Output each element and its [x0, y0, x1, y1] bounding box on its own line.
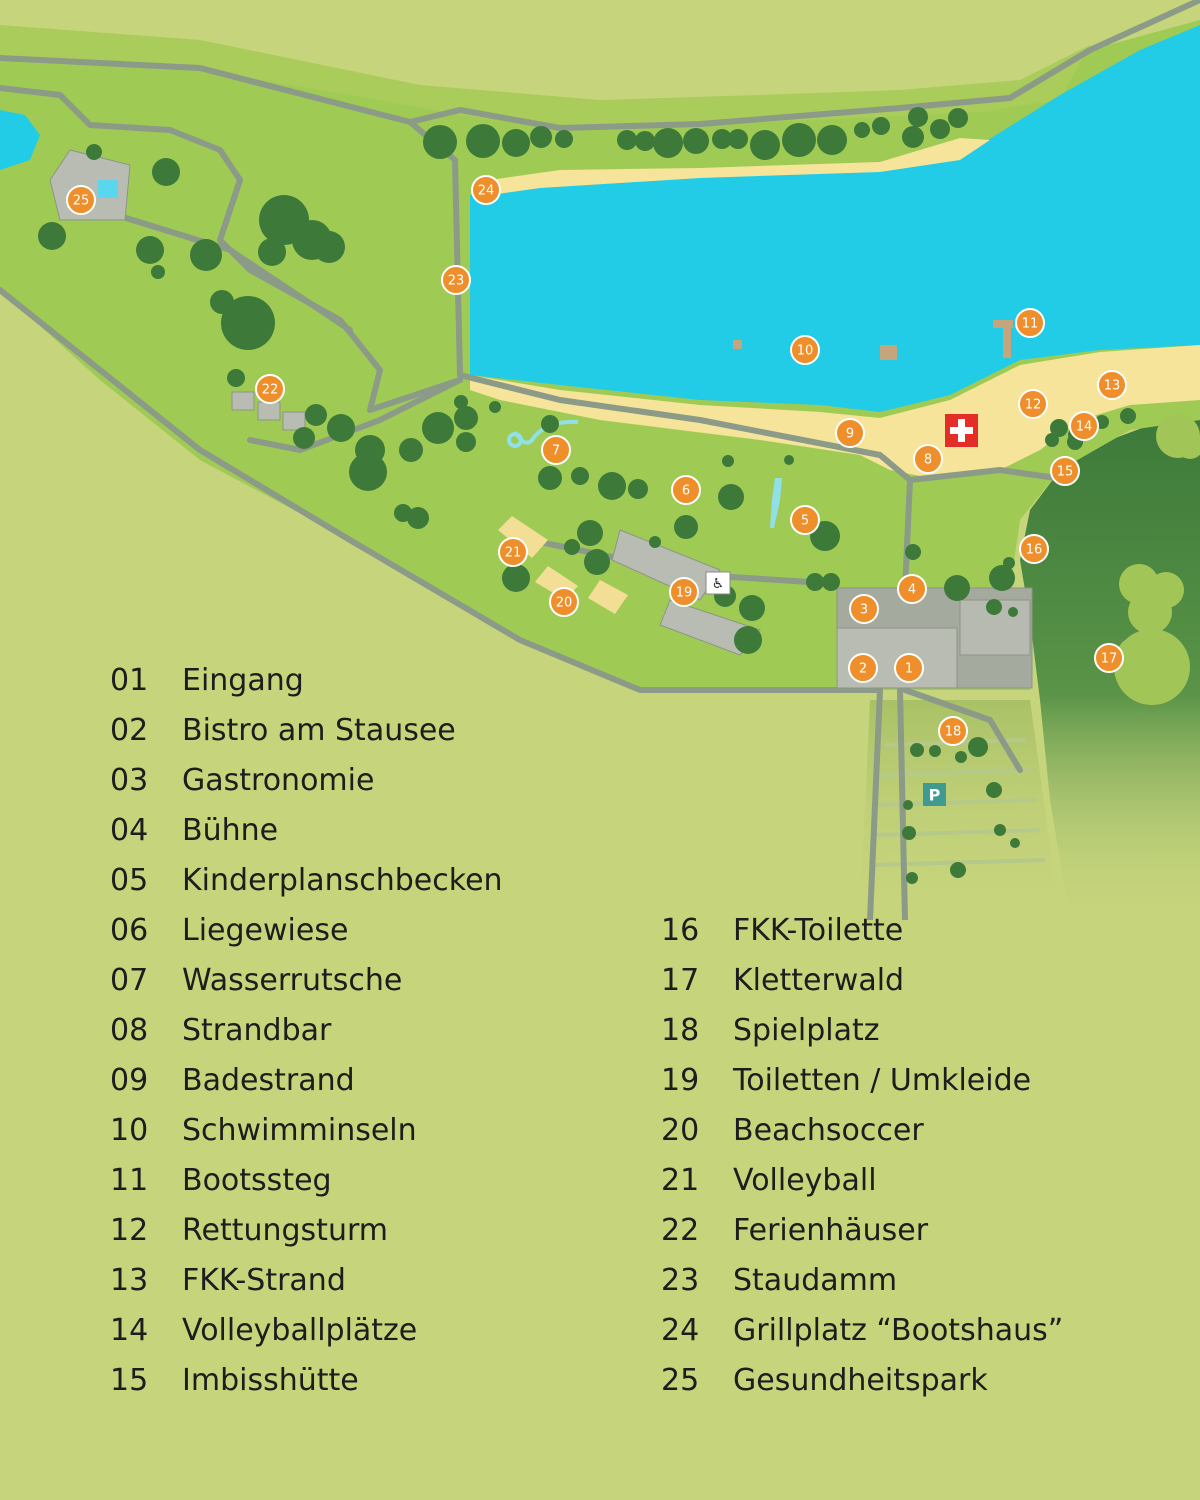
tree [454, 406, 478, 430]
tree [423, 125, 457, 159]
legend-label: Gesundheitspark [733, 1363, 988, 1398]
map-marker-1[interactable] [895, 654, 923, 682]
legend-label: Kinderplanschbecken [182, 863, 503, 898]
legend-item-02 [110, 706, 503, 756]
legend-label: Spielplatz [733, 1013, 880, 1048]
tree [903, 800, 913, 810]
tree [653, 128, 683, 158]
legend-item-06 [110, 906, 503, 956]
svg-text:P: P [928, 785, 941, 805]
legend-number: 12 [110, 1213, 149, 1248]
map-marker-6[interactable] [672, 476, 700, 504]
marker-number: 14 [1075, 419, 1093, 435]
tree [1010, 838, 1020, 848]
legend-label: Bootssteg [182, 1163, 332, 1198]
tree [305, 404, 327, 426]
parking-icon [923, 783, 946, 806]
map-marker-24[interactable] [472, 176, 500, 204]
tree [948, 108, 968, 128]
legend-right [661, 906, 1063, 1406]
legend-number: 18 [661, 1013, 700, 1048]
tree [489, 401, 501, 413]
legend-number: 01 [110, 663, 149, 698]
legend-label: Eingang [182, 663, 304, 698]
tree [817, 125, 847, 155]
legend-item-20 [661, 1106, 1063, 1156]
tree [989, 565, 1015, 591]
map-marker-19[interactable] [670, 578, 698, 606]
legend-number: 05 [110, 863, 149, 898]
legend-label: Staudamm [733, 1263, 898, 1298]
legend-number: 16 [661, 913, 700, 948]
marker-number: 2 [858, 661, 868, 677]
legend-label: Ferienhäuser [733, 1213, 929, 1248]
legend-item-10 [110, 1106, 503, 1156]
tree [950, 862, 966, 878]
tree [635, 131, 655, 151]
legend-item-13 [110, 1256, 503, 1306]
marker-number: 22 [261, 382, 279, 398]
tree [233, 319, 253, 339]
map-marker-25[interactable] [67, 186, 95, 214]
legend-number: 04 [110, 813, 149, 848]
legend-item-17 [661, 956, 1063, 1006]
marker-number: 25 [72, 193, 90, 209]
tree [258, 238, 286, 266]
legend-number: 11 [110, 1163, 149, 1198]
tree [571, 467, 589, 485]
legend-number: 10 [110, 1113, 149, 1148]
tree [649, 536, 661, 548]
float-2 [880, 345, 897, 360]
svg-text:♿: ♿ [711, 576, 725, 592]
map-marker-18[interactable] [939, 717, 967, 745]
legend-number: 13 [110, 1263, 149, 1298]
legend-number: 14 [110, 1313, 149, 1348]
map-marker-12[interactable] [1019, 390, 1047, 418]
tree [908, 107, 928, 127]
tree [854, 122, 870, 138]
tree [905, 544, 921, 560]
tree [718, 484, 744, 510]
tree [806, 573, 824, 591]
legend-number: 25 [661, 1363, 700, 1398]
legend-number: 02 [110, 713, 149, 748]
tree [994, 824, 1006, 836]
tree [555, 130, 573, 148]
legend-item-04 [110, 806, 503, 856]
map-marker-22[interactable] [256, 375, 284, 403]
legend-label: FKK-Toilette [733, 913, 904, 948]
map-marker-8[interactable] [914, 445, 942, 473]
tree [683, 128, 709, 154]
map-marker-2[interactable] [849, 654, 877, 682]
tree [399, 438, 423, 462]
legend-item-21 [661, 1156, 1063, 1206]
tree [136, 236, 164, 264]
marker-number: 16 [1025, 542, 1043, 558]
tree [986, 599, 1002, 615]
tree [152, 158, 180, 186]
tree [584, 549, 610, 575]
marker-number: 24 [477, 183, 495, 199]
tree [728, 129, 748, 149]
tree [86, 144, 102, 160]
marker-number: 4 [907, 582, 917, 598]
legend-item-19 [661, 1056, 1063, 1106]
tree [190, 239, 222, 271]
legend-label: Badestrand [182, 1063, 355, 1098]
legend-number: 03 [110, 763, 149, 798]
legend-label: Bühne [182, 813, 279, 848]
marker-number: 15 [1056, 464, 1074, 480]
marker-number: 18 [944, 724, 962, 740]
tree [541, 415, 559, 433]
marker-number: 17 [1100, 651, 1118, 667]
tree [734, 626, 762, 654]
marker-number: 13 [1103, 378, 1121, 394]
red-cross-icon [945, 414, 978, 447]
legend-label: Grillplatz “Bootshaus” [733, 1313, 1064, 1348]
tree [739, 595, 765, 621]
tree [227, 369, 245, 387]
map-marker-3[interactable] [850, 595, 878, 623]
legend-label: Toiletten / Umkleide [733, 1063, 1032, 1098]
tree [564, 539, 580, 555]
tree [466, 124, 500, 158]
map-marker-14[interactable] [1070, 412, 1098, 440]
tree [293, 427, 315, 449]
legend-number: 22 [661, 1213, 700, 1248]
tree [955, 751, 967, 763]
map-marker-20[interactable] [550, 588, 578, 616]
legend-label: Liegewiese [182, 913, 349, 948]
tree [722, 455, 734, 467]
tree [906, 872, 918, 884]
map-marker-21[interactable] [499, 538, 527, 566]
tree [313, 231, 345, 263]
marker-number: 6 [681, 483, 691, 499]
map-marker-11[interactable] [1016, 309, 1044, 337]
legend-label: Volleyball [733, 1163, 877, 1198]
legend-item-18 [661, 1006, 1063, 1056]
legend-item-24 [661, 1306, 1063, 1356]
legend-item-14 [110, 1306, 503, 1356]
tree [538, 466, 562, 490]
tree [902, 826, 916, 840]
legend-item-08 [110, 1006, 503, 1056]
map-marker-5[interactable] [791, 506, 819, 534]
marker-number: 7 [551, 443, 561, 459]
legend-item-11 [110, 1156, 503, 1206]
legend-label: Rettungsturm [182, 1213, 388, 1248]
float-1 [733, 340, 742, 349]
legend-number: 17 [661, 963, 700, 998]
tree [968, 737, 988, 757]
legend-label: Gastronomie [182, 763, 375, 798]
tree [422, 412, 454, 444]
tree [986, 782, 1002, 798]
legend-number: 24 [661, 1313, 700, 1348]
legend-item-23 [661, 1256, 1063, 1306]
legend-label: Bistro am Stausee [182, 713, 456, 748]
tree [750, 130, 780, 160]
map-marker-13[interactable] [1098, 371, 1126, 399]
legend-item-01 [110, 656, 503, 706]
marker-number: 11 [1021, 316, 1039, 332]
legend-item-05 [110, 856, 503, 906]
light-tree [1128, 590, 1172, 634]
legend-number: 23 [661, 1263, 700, 1298]
tree [38, 222, 66, 250]
tree [530, 126, 552, 148]
tree [944, 575, 970, 601]
marker-number: 9 [845, 426, 855, 442]
marker-number: 3 [859, 602, 869, 618]
map-marker-23[interactable] [442, 266, 470, 294]
marker-number: 8 [923, 452, 933, 468]
legend-number: 08 [110, 1013, 149, 1048]
marker-number: 19 [675, 585, 693, 601]
wheelchair-icon [706, 572, 730, 594]
legend-item-15 [110, 1356, 503, 1406]
legend-number: 21 [661, 1163, 700, 1198]
tree [822, 573, 840, 591]
tree [1045, 433, 1059, 447]
jetty-arm [1003, 320, 1011, 358]
legend-number: 06 [110, 913, 149, 948]
tree [1120, 408, 1136, 424]
legend-number: 19 [661, 1063, 700, 1098]
map-marker-17[interactable] [1095, 644, 1123, 672]
tree [327, 414, 355, 442]
tree [151, 265, 165, 279]
tree [407, 507, 429, 529]
marker-number: 20 [555, 595, 573, 611]
tree [902, 126, 924, 148]
map-marker-15[interactable] [1051, 457, 1079, 485]
legend-label: FKK-Strand [182, 1263, 346, 1298]
map-marker-7[interactable] [542, 436, 570, 464]
marker-number: 23 [447, 273, 465, 289]
legend-number: 20 [661, 1113, 700, 1148]
marker-number: 5 [800, 513, 810, 529]
marker-number: 12 [1024, 397, 1042, 413]
legend-label: Volleyballplätze [182, 1313, 418, 1348]
legend-label: Kletterwald [733, 963, 905, 998]
marker-number: 10 [796, 343, 814, 359]
legend-item-12 [110, 1206, 503, 1256]
map-marker-9[interactable] [836, 419, 864, 447]
marker-number: 21 [504, 545, 522, 561]
tree [628, 479, 648, 499]
legend-label: Schwimminseln [182, 1113, 417, 1148]
tree [910, 743, 924, 757]
tree [617, 130, 637, 150]
legend-item-22 [661, 1206, 1063, 1256]
tree [502, 129, 530, 157]
legend-number: 15 [110, 1363, 149, 1398]
tree [782, 123, 816, 157]
legend-item-16 [661, 906, 1063, 956]
legend-item-09 [110, 1056, 503, 1106]
legend-number: 07 [110, 963, 149, 998]
legend-label: Strandbar [182, 1013, 332, 1048]
tree [872, 117, 890, 135]
map-marker-16[interactable] [1020, 535, 1048, 563]
tree [784, 455, 794, 465]
legend-label: Imbisshütte [182, 1363, 359, 1398]
legend-item-03 [110, 756, 503, 806]
legend-label: Wasserrutsche [182, 963, 403, 998]
tree [930, 119, 950, 139]
legend-left [110, 656, 503, 1406]
legend-label: Beachsoccer [733, 1113, 924, 1148]
legend-item-07 [110, 956, 503, 1006]
legend-item-25 [661, 1356, 1063, 1406]
tree [598, 472, 626, 500]
tree [1003, 557, 1015, 569]
legend-number: 09 [110, 1063, 149, 1098]
marker-number: 1 [904, 661, 914, 677]
tree [1008, 607, 1018, 617]
tree [456, 432, 476, 452]
tree [577, 520, 603, 546]
tree [349, 453, 387, 491]
tree [674, 515, 698, 539]
tree [454, 395, 468, 409]
tree [929, 745, 941, 757]
tree [502, 564, 530, 592]
map-marker-10[interactable] [791, 336, 819, 364]
map-marker-4[interactable] [898, 575, 926, 603]
